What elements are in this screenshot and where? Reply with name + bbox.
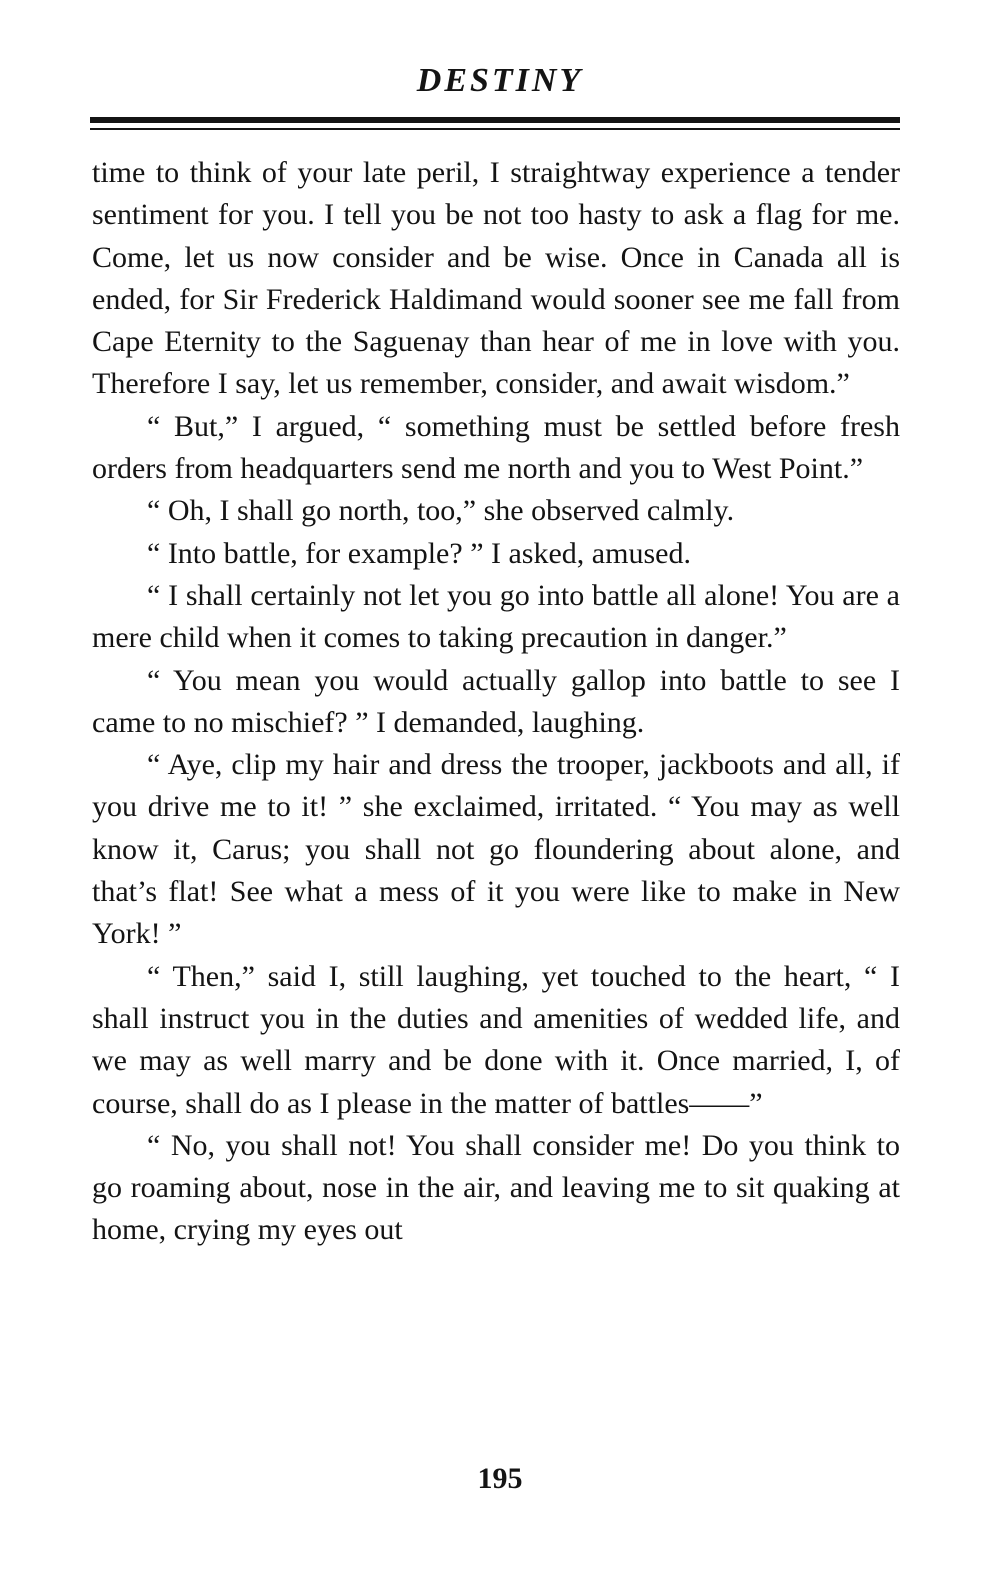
body-text [92,152,900,1252]
header-rule-thin [90,128,900,130]
paragraph: “ Oh, I shall go north, too,” she observed calmly. [147,494,735,528]
paragraph: “ Then,” said I, still laughing, yet touched to the heart, “ I shall instruct you in the duties and amenities of wedded life, and we may as well marry and be done with it. Once married, I, of course, shall do as I please in the matter of battles——” [92,959,900,1120]
running-title: DESTINY [416,62,584,99]
paragraph: “ I shall certainly not let you go into battle all alone! You are a mere child when it comes to taking precaution in danger.” [92,578,900,655]
page-number: 195 [477,1462,523,1495]
header-rule-thick [90,117,900,123]
paragraph: “ Aye, clip my hair and dress the trooper, jackboots and all, if you drive me to it! ” she exclaimed, irritated. “ You may as well know it, Carus; you shall not go floundering about alone, and that’s flat! See what a mess of it you were like to make in New York! ” [92,748,900,951]
paragraph: “ You mean you would actually gallop into battle to see I came to no mischief? ” I demanded, laughing. [92,663,900,739]
paragraph: “ But,” I argued, “ something must be settled before fresh orders from headquarters send me north and you to West Point.” [92,409,900,486]
paragraph: “ No, you shall not! You shall consider me! Do you think to go roaming about, nose in the air, and leaving me to sit quaking at home, crying my eyes out [92,1128,900,1247]
paragraph-continued: time to think of your late peril, I straightway experience a tender sentiment for you. I tell you be not too hasty to ask a flag for me. Come, let us now consider and be wise. Once in Canada all is ended, for Sir Frederick Haldimand would sooner see me fall from Cape Eternity to the Saguenay than hear of me in love with you. Therefore I say, let us remember, consider, and await wisdom.” [92,156,900,401]
paragraph: “ Into battle, for example? ” I asked, amused. [147,536,691,570]
